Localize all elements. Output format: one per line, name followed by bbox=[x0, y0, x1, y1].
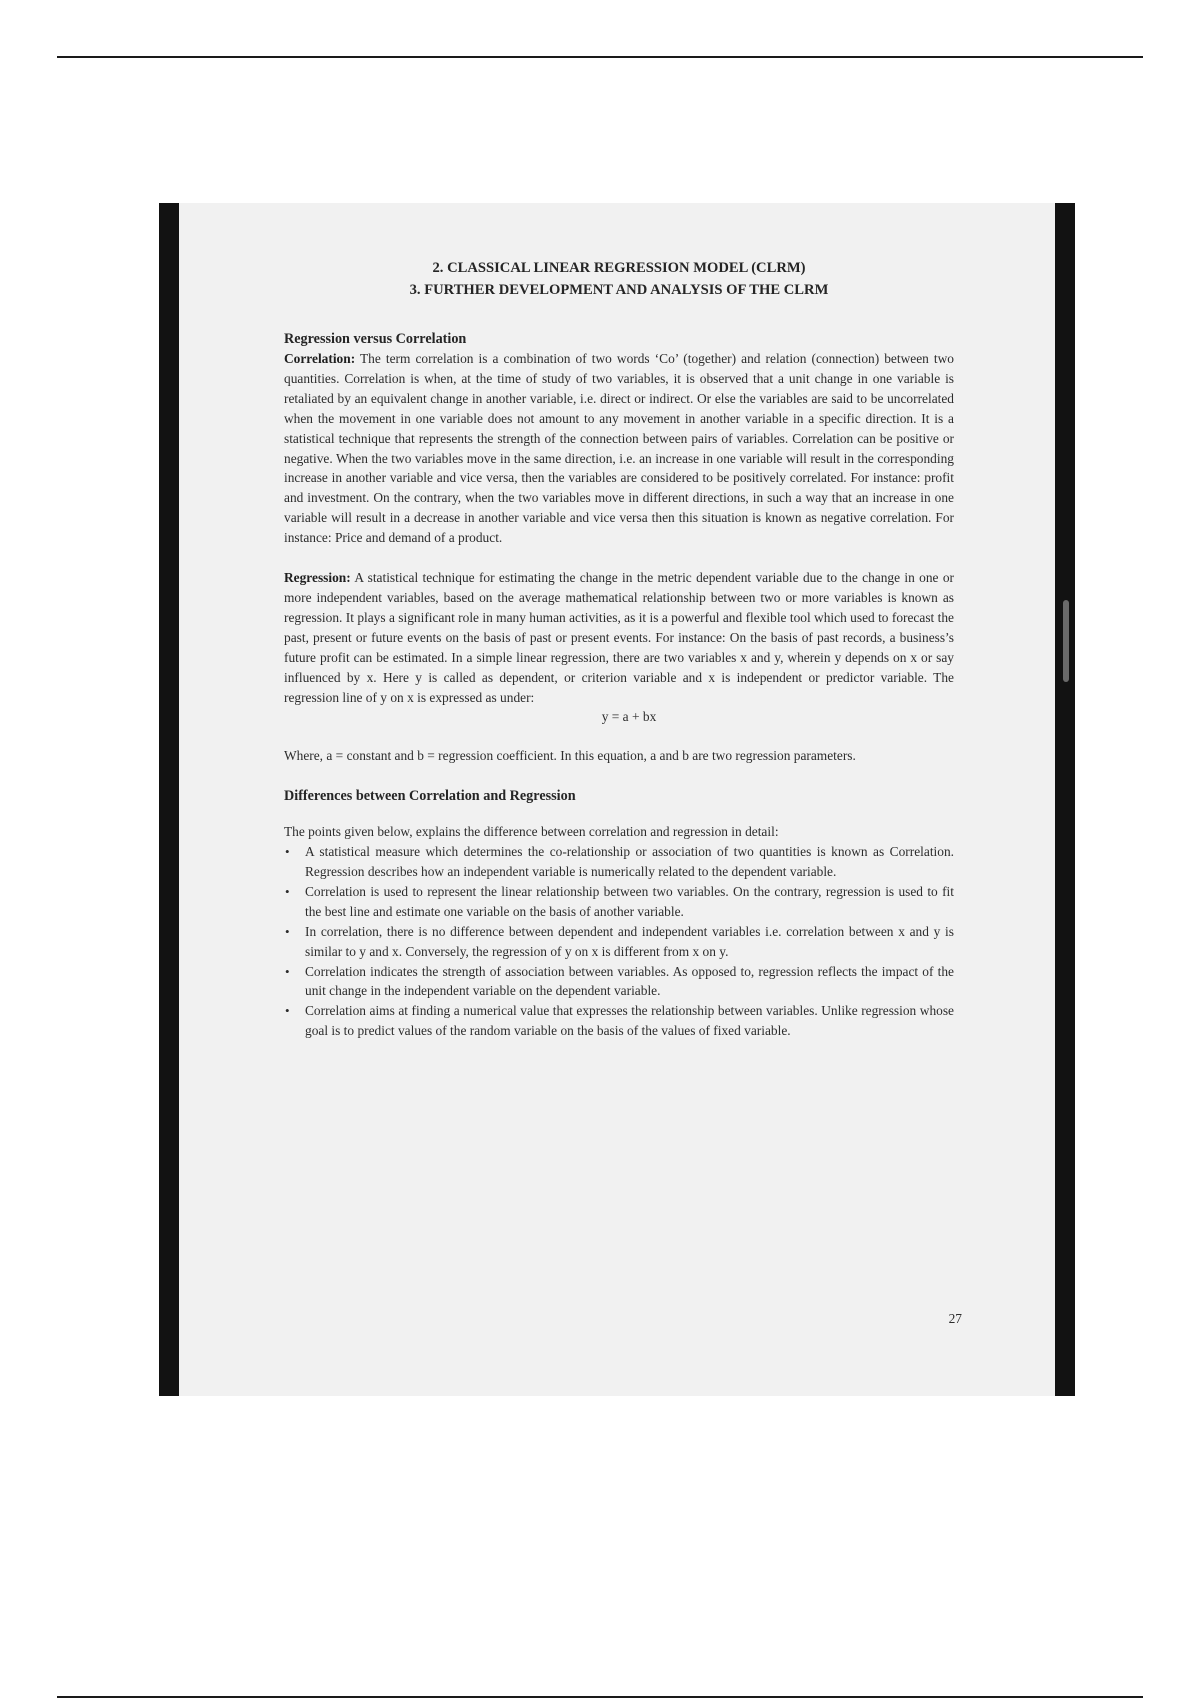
differences-list bbox=[284, 842, 954, 1041]
list-item bbox=[284, 962, 954, 1002]
section-heading-differences: Differences between Correlation and Regression bbox=[284, 788, 576, 805]
bullet-icon: • bbox=[285, 1003, 290, 1019]
regression-equation: y = a + bx bbox=[601, 709, 657, 725]
page-number: 27 bbox=[948, 1311, 962, 1326]
list-item bbox=[284, 922, 954, 962]
document-page bbox=[179, 203, 1055, 1396]
title-line-1: 2. CLASSICAL LINEAR REGRESSION MODEL (CLRM) bbox=[432, 260, 806, 276]
list-item-text: Correlation aims at finding a numerical value that expresses the relationship between variables. Unlike regression whose goal is to predict values of the random variable on the basis of the values of fixed variable. bbox=[305, 1003, 954, 1039]
list-item-text: In correlation, there is no difference between dependent and independent variables i.e. correlation between x and y is similar to y and x. Conversely, the regression of y on x is different from x on y. bbox=[305, 923, 954, 959]
correlation-text: The term correlation is a combination of two words ‘Co’ (together) and relation (connection) between two quantities. Correlation is when, at the time of study of two variables, it is observed that a unit change in one variable is retaliated by an equivalent change in another variable, i.e. direct or indirect. Or else the variables are said to be uncorrelated when the movement in one variable does not amount to any movement in another variable in a specific direction. It is a statistical technique that represents the strength of the connection between pairs of variables. Correlation can be positive or negative. When the two variables move in the same direction, i.e. an increase in one variable will result in the corresponding increase in another variable and vice versa, then the variables are considered to be positively correlated. For instance: profit and investment. On the contrary, when the two variables move in different directions, in such a way that an increase in one variable will result in a decrease in another variable and vice versa then this situation is known as negative correlation. For instance: Price and demand of a product. bbox=[284, 351, 954, 546]
correlation-paragraph bbox=[284, 349, 954, 548]
bullet-icon: • bbox=[285, 883, 290, 899]
bullet-icon: • bbox=[285, 844, 290, 860]
bullet-icon: • bbox=[285, 923, 290, 939]
correlation-term: Correlation: bbox=[284, 351, 356, 366]
list-item-text: Correlation indicates the strength of association between variables. As opposed to, regression reflects the impact of the unit change in the independent variable on the dependent variable. bbox=[305, 963, 954, 999]
regression-text: A statistical technique for estimating the change in the metric dependent variable due to the change in one or more independent variables, based on the average mathematical relationship between two or more variables is known as regression. It plays a significant role in many human activities, as it is a powerful and flexible tool which used to forecast the past, present or future events on the basis of past or present events. For instance: On the basis of past records, a business’s future profit can be estimated. In a simple linear regression, there are two variables x and y, wherein y depends on x or say influenced by x. Here y is called as dependent, or criterion variable and x is independent or predictor variable. The regression line of y on x is expressed as under: bbox=[284, 570, 955, 705]
list-item bbox=[284, 1001, 954, 1041]
page-content bbox=[284, 258, 954, 1041]
bullet-icon: • bbox=[285, 963, 290, 979]
list-item bbox=[284, 882, 954, 922]
top-rule bbox=[57, 56, 1143, 58]
regression-term: Regression: bbox=[284, 570, 351, 586]
section-heading-regression-vs-correlation: Regression versus Correlation bbox=[284, 331, 467, 347]
regression-paragraph bbox=[284, 568, 954, 707]
list-item-text: Correlation is used to represent the linear relationship between two variables. On the contrary, regression is used to fit the best line and estimate one variable on the basis of another variable. bbox=[305, 883, 954, 919]
bottom-rule bbox=[57, 1696, 1143, 1698]
list-item bbox=[284, 842, 954, 882]
title-line-2: 3. FURTHER DEVELOPMENT AND ANALYSIS OF THE CLRM bbox=[409, 281, 829, 298]
differences-intro: The points given below, explains the difference between correlation and regression in detail: bbox=[284, 824, 779, 840]
scanned-page-frame bbox=[159, 203, 1075, 1396]
where-paragraph: Where, a = constant and b = regression coefficient. In this equation, a and b are two regression parameters. bbox=[284, 748, 856, 764]
scrollbar-thumb[interactable] bbox=[1063, 600, 1069, 682]
list-item-text: A statistical measure which determines the co-relationship or association of two quantities is known as Correlation. Regression describes how an independent variable is numerically related to the dependent variable. bbox=[305, 844, 954, 880]
